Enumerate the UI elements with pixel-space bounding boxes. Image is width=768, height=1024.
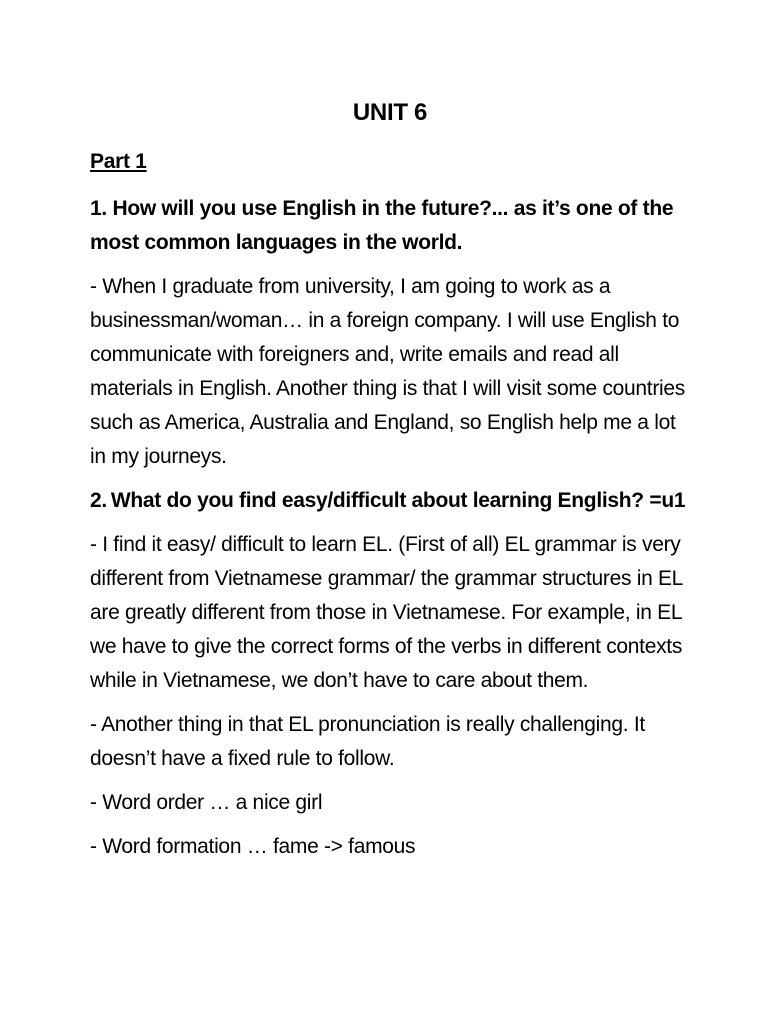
answer-2-paragraph-4: - Word formation … fame -> famous bbox=[90, 835, 416, 858]
question-2: 2. What do you find easy/difficult about learning English? =u1 bbox=[90, 489, 686, 512]
answer-2-paragraph-2: - Another thing in that EL pronunciation is really challenging. It doesn’t have a fixed rule to follow. bbox=[90, 713, 645, 770]
unit-title: UNIT 6 bbox=[352, 99, 428, 126]
answer-2-paragraph-3: - Word order … a nice girl bbox=[90, 791, 323, 814]
question-1: 1. How will you use English in the future?... as it’s one of the most common languages in the world. bbox=[90, 197, 674, 254]
answer-1: - When I graduate from university, I am going to work as a businessman/woman… in a foreign company. I will use English to communicate with foreigners and, write emails and read all materials in English. Another thing is that I will visit some countries such as America, Australia and England, so English help me a lot in my journeys. bbox=[90, 275, 685, 468]
part-title: Part 1 bbox=[90, 150, 147, 173]
document-page bbox=[90, 96, 690, 874]
answer-2-paragraph-1: - I find it easy/ difficult to learn EL. (First of all) EL grammar is very different from Vietnamese grammar/ the grammar structures in EL are greatly different from those in Vietnamese. For example, in EL we have to give the correct forms of the verbs in different contexts while in Vietnamese, we don’t have to care about them. bbox=[90, 533, 683, 692]
